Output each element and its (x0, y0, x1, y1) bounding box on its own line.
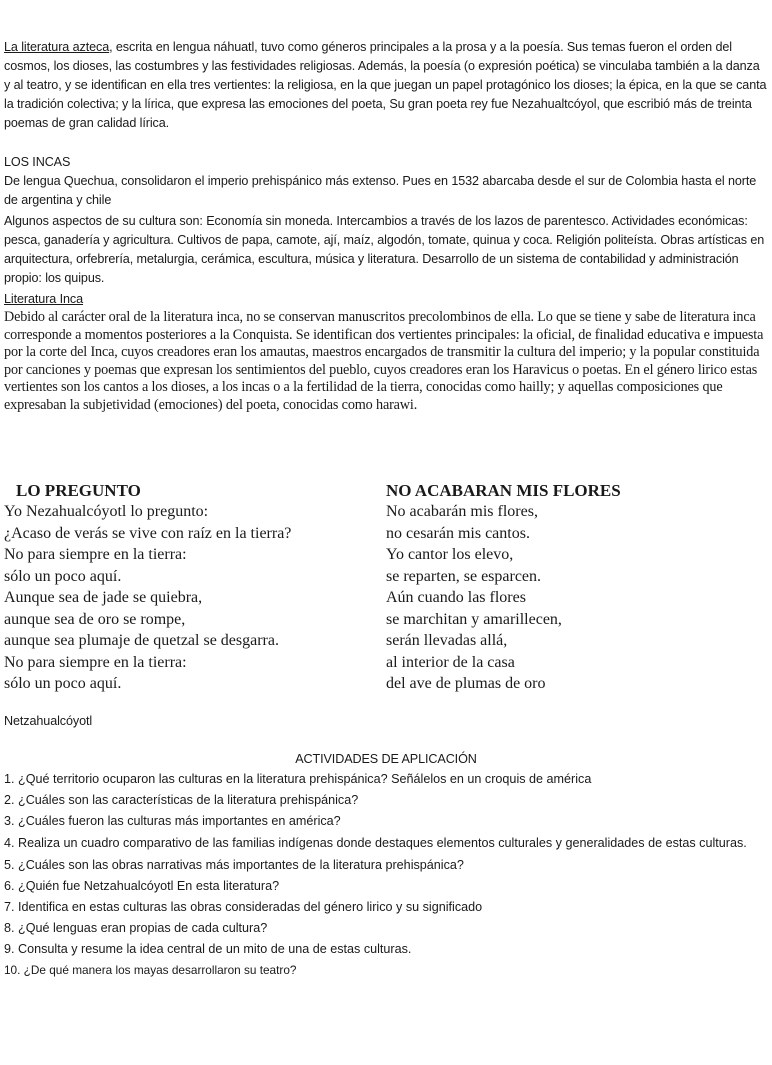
poem-line: No para siempre en la tierra: (4, 546, 187, 563)
activity-item: 9. Consulta y resume la idea central de un mito de una de estas culturas. (4, 942, 412, 956)
poem-lines (4, 501, 376, 695)
poem-line: Yo Nezahualcóyotl lo pregunto: (4, 503, 209, 520)
activity-item: 1. ¿Qué territorio ocuparon las culturas en la literatura prehispánica? Señálelos en un croquis de américa (4, 772, 592, 786)
literatura-inca-heading: Literatura Inca (4, 292, 84, 306)
intro-paragraph (4, 38, 769, 133)
activity-item: 5. ¿Cuáles son las obras narrativas más importantes de la literatura prehispánica? (4, 858, 464, 872)
poem-line: sólo un poco aquí. (4, 675, 122, 692)
incas-heading: LOS INCAS (4, 155, 71, 169)
incas-paragraph-1: De lengua Quechua, consolidaron el imperio prehispánico más extenso. Pues en 1532 abarcaba desde el sur de Colombia hasta el norte de argentina y chile (4, 174, 757, 207)
activity-item: 2. ¿Cuáles son las características de la literatura prehispánica? (4, 793, 359, 807)
poem-line: aunque sea plumaje de quetzal se desgarra. (4, 632, 279, 649)
activity-item: 8. ¿Qué lenguas eran propias de cada cultura? (4, 921, 268, 935)
activities-title: ACTIVIDADES DE APLICACIÓN (295, 752, 477, 766)
poem-line: Aunque sea de jade se quiebra, (4, 589, 203, 606)
activities-list (4, 769, 769, 981)
poem-title: NO ACABARAN MIS FLORES (386, 481, 621, 500)
poem-line: al interior de la casa (386, 653, 515, 671)
poem-line: No para siempre en la tierra: (4, 653, 187, 671)
poem-line: del ave de plumas de oro (386, 675, 546, 692)
poem-line: ¿Acaso de verás se vive con raíz en la tierra? (4, 524, 292, 542)
poem-line: aunque sea de oro se rompe, (4, 610, 186, 628)
poem-line: Yo cantor los elevo, (386, 546, 514, 563)
poem-line: se marchitan y amarillecen, (386, 610, 562, 628)
activity-item: 4. Realiza un cuadro comparativo de las familias indígenas donde destaques elementos culturales y generalidades de estas culturas. (4, 836, 747, 850)
poem-line: No acabarán mis flores, (386, 503, 538, 520)
poem-title: LO PREGUNTO (16, 481, 141, 500)
poem-line: Aún cuando las flores (386, 589, 526, 606)
activity-item: 10. ¿De qué manera los mayas desarrollaron su teatro? (4, 963, 297, 977)
poem-line: serán llevadas allá, (386, 632, 508, 649)
poem-line: se reparten, se esparcen. (386, 567, 542, 585)
poem-line: sólo un poco aquí. (4, 567, 122, 585)
intro-text: , escrita en lengua náhuatl, tuvo como géneros principales a la prosa y a la poesía. Sus temas fueron el orden del cosmos, los dioses, las costumbres y las festividades religiosas. Además, la poesía (o expresión poética) se vinculaba también a la danza y al teatro, y se identifican en ella tres vertientes: la religiosa, en la que juegan un papel protagónico los dioses; la épica, en la que se canta la tradición colectiva; y la lírica, que expresa las emociones del poeta, Su gran poeta rey fue Nezahualtcóyol, que escribió más de treinta poemas de gran calidad lírica. (4, 40, 767, 130)
poem-no-acabaran-mis-flores (386, 480, 766, 695)
literatura-inca-body: Debido al carácter oral de la literatura inca, no se conservan manuscritos precolombinos de ella. Lo que se tiene y sabe de literatura inca corresponde a momentos posteriores a la Conquista. Se identifican dos vertientes principales: la oficial, de finalidad educativa e impuesta por la corte del Inca, cuyos creadores eran los amautas, maestros encargados de transmitir la cultura del imperio; y la popular constituida por canciones y poemas que expresan los sentimientos del pueblo, cuyos creadores eran los Haravicus o poetas. En el género lirico estas vertientes son los cantos a los dioses, a los incas o a la fertilidad de la tierra, conocidas como hailly; y aquellas composiciones que expresaban la subjetividad (emociones) del poeta, conocidas como harawi. (4, 309, 764, 413)
activity-item: 7. Identifica en estas culturas las obras consideradas del género lirico y su significado (4, 900, 483, 914)
poem-author: Netzahualcóyotl (4, 714, 93, 728)
activity-item: 3. ¿Cuáles fueron las culturas más importantes en américa? (4, 814, 341, 828)
poem-lo-pregunto (4, 480, 376, 695)
activity-item: 6. ¿Quién fue Netzahualcóyotl En esta literatura? (4, 879, 280, 893)
poem-lines (386, 501, 766, 695)
intro-lead-underlined: La literatura azteca (4, 40, 110, 54)
incas-paragraph-2: Algunos aspectos de su cultura son: Economía sin moneda. Intercambios a través de los lazos de parentesco. Actividades económicas: pesca, ganadería y agricultura. Cultivos de papa, camote, ají, maíz, algodón, tomate, quinua y coca. Religión politeísta. Obras artísticas en arquitectura, orfebrería, metalurgia, cerámica, escultura, música y literatura. Desarrollo de un sistema de contabilidad y administración propio: los quipus. (4, 214, 765, 285)
poem-line: no cesarán mis cantos. (386, 524, 530, 542)
